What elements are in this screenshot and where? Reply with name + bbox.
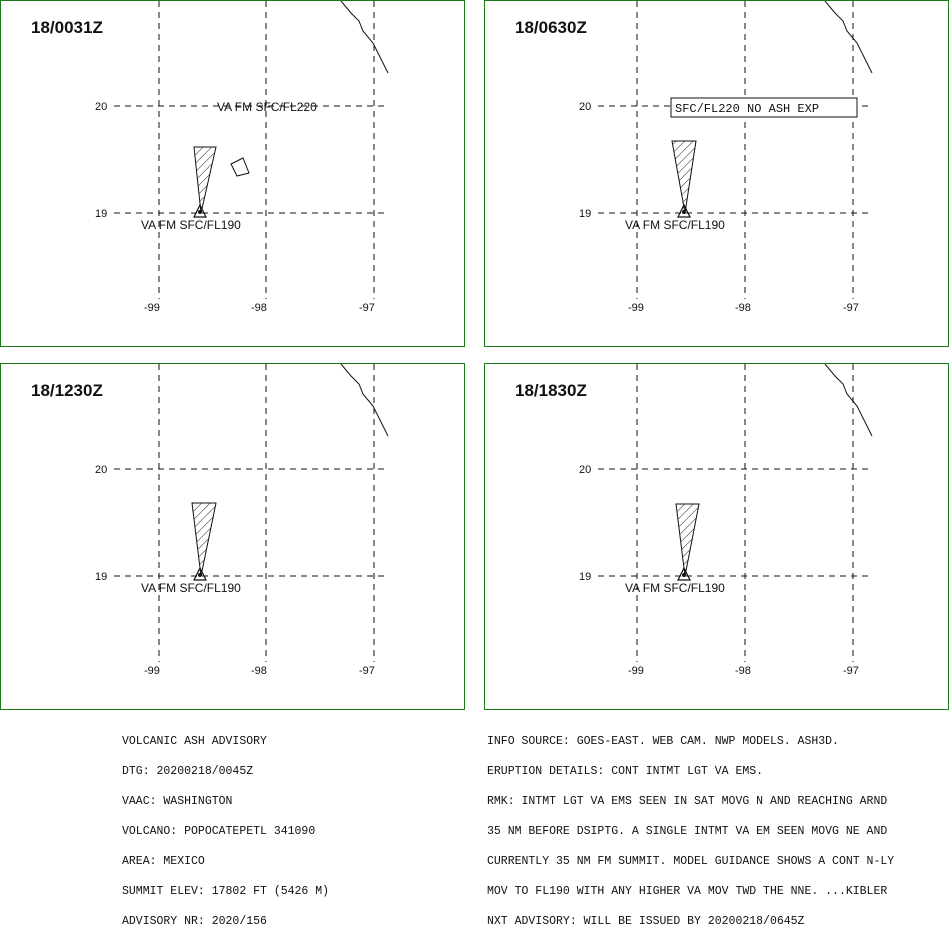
- lon-label-98: -98: [735, 302, 751, 314]
- lat-label-19: 19: [95, 571, 108, 583]
- map-panel-3-canvas: [1, 364, 465, 710]
- lower-ash-label: VA FM SFC/FL190: [625, 218, 725, 232]
- advisory-line: 35 NM BEFORE DSIPTG. A SINGLE INTMT VA EM SEEN MOVG NE AND: [487, 825, 888, 838]
- lower-ash-label: VA FM SFC/FL190: [141, 218, 241, 232]
- lon-label-99: -99: [144, 665, 160, 677]
- lon-label-99: -99: [144, 302, 160, 314]
- advisory-line: SUMMIT ELEV: 17802 FT (5426 M): [122, 885, 330, 898]
- lat-lon-grid: [598, 364, 868, 662]
- map-panel-3: [0, 363, 465, 710]
- coastline: [341, 1, 388, 73]
- lat-label-19: 19: [579, 208, 592, 220]
- panel-time: 18/0031Z: [31, 18, 103, 37]
- advisory-line: ADVISORY NR: 2020/156: [122, 915, 267, 928]
- map-panel-2-canvas: [485, 1, 949, 347]
- lon-label-99: -99: [628, 302, 644, 314]
- panel-time: 18/1230Z: [31, 381, 103, 400]
- lower-ash-label: VA FM SFC/FL190: [625, 581, 725, 595]
- lon-label-97: -97: [359, 302, 375, 314]
- lon-label-97: -97: [843, 302, 859, 314]
- volcano-center: [198, 210, 202, 214]
- lon-label-97: -97: [843, 665, 859, 677]
- ash-cloud-polygon: [672, 141, 696, 213]
- advisory-line: NXT ADVISORY: WILL BE ISSUED BY 20200218/0645Z: [487, 915, 805, 928]
- upper-ash-label: VA FM SFC/FL220: [217, 100, 317, 114]
- advisory-remarks-block: [487, 717, 894, 937]
- map-panel-2: [484, 0, 949, 347]
- lat-label-20: 20: [579, 101, 592, 113]
- advisory-line: CURRENTLY 35 NM FM SUMMIT. MODEL GUIDANCE SHOWS A CONT N-LY: [487, 855, 895, 868]
- map-panel-1-canvas: [1, 1, 465, 347]
- lon-label-98: -98: [251, 665, 267, 677]
- advisory-line: ERUPTION DETAILS: CONT INTMT LGT VA EMS.: [487, 765, 764, 778]
- lat-lon-grid: [114, 364, 384, 662]
- no-ash-label: SFC/FL220 NO ASH EXP: [675, 102, 820, 116]
- coastline: [825, 1, 872, 73]
- map-panel-4: [484, 363, 949, 710]
- advisory-line: VOLCANO: POPOCATEPETL 341090: [122, 825, 316, 838]
- advisory-line: RMK: INTMT LGT VA EMS SEEN IN SAT MOVG N AND REACHING ARND: [487, 795, 888, 808]
- lat-label-20: 20: [95, 464, 108, 476]
- volcano-center: [682, 573, 686, 577]
- map-panel-1: [0, 0, 465, 347]
- panel-time: 18/1830Z: [515, 381, 587, 400]
- lat-lon-grid: [114, 1, 384, 299]
- volcano-center: [198, 573, 202, 577]
- lat-label-19: 19: [95, 208, 108, 220]
- advisory-line: MOV TO FL190 WITH ANY HIGHER VA MOV TWD THE NNE. ...KIBLER: [487, 885, 888, 898]
- lon-label-99: -99: [628, 665, 644, 677]
- advisory-header-block: [122, 717, 329, 937]
- advisory-line: VOLCANIC ASH ADVISORY: [122, 735, 267, 748]
- ash-cloud-polygon: [192, 503, 216, 576]
- advisory-line: VAAC: WASHINGTON: [122, 795, 233, 808]
- advisory-line: INFO SOURCE: GOES-EAST. WEB CAM. NWP MODELS. ASH3D.: [487, 735, 839, 748]
- panel-time: 18/0630Z: [515, 18, 587, 37]
- map-panel-4-canvas: [485, 364, 949, 710]
- advisory-line: DTG: 20200218/0045Z: [122, 765, 254, 778]
- lon-label-97: -97: [359, 665, 375, 677]
- coastline: [825, 364, 872, 436]
- volcano-center: [682, 210, 686, 214]
- lat-label-20: 20: [95, 101, 108, 113]
- coastline: [341, 364, 388, 436]
- lat-lon-grid: [598, 1, 868, 299]
- ash-cloud-secondary: [231, 158, 249, 176]
- lat-label-19: 19: [579, 571, 592, 583]
- lon-label-98: -98: [735, 665, 751, 677]
- ash-cloud-polygon: [676, 504, 699, 576]
- advisory-line: AREA: MEXICO: [122, 855, 205, 868]
- lower-ash-label: VA FM SFC/FL190: [141, 581, 241, 595]
- lon-label-98: -98: [251, 302, 267, 314]
- lat-label-20: 20: [579, 464, 592, 476]
- ash-cloud-polygon: [194, 147, 216, 213]
